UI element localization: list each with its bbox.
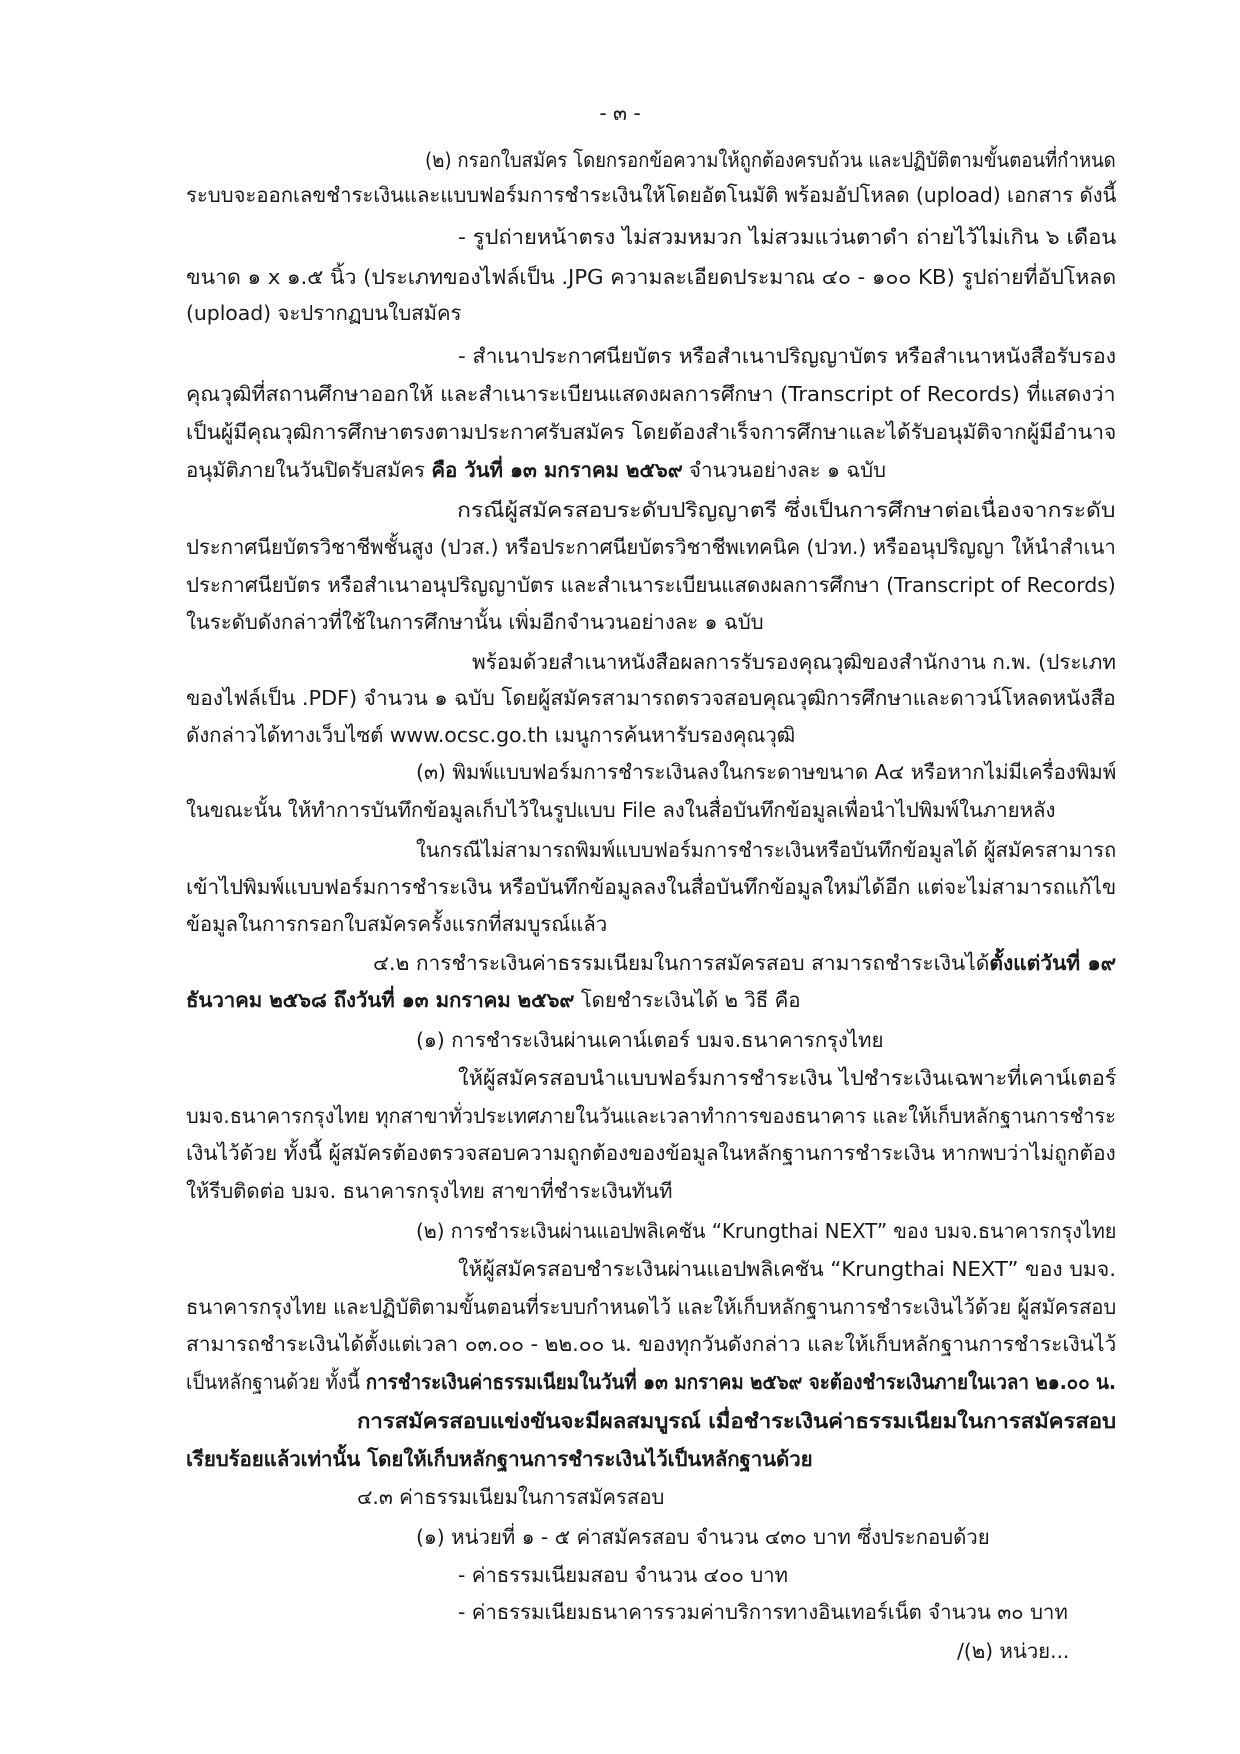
text-segment: ในระดับดังกล่าวที่ใช้ในการศึกษานั้น เพิ่มอีกจำนวนอย่างละ ๑ ฉบับ [186, 610, 764, 634]
text-line [186, 260, 1116, 294]
text-line [458, 339, 1116, 373]
text-segment: (๓) พิมพ์แบบฟอร์มการชำระเงินลงในกระดาษขนาด A๔ หรือหากไม่มีเครื่องพิมพ์ [416, 760, 1117, 784]
text-line [186, 1365, 1116, 1399]
text-line [425, 143, 1116, 177]
text-segment: ประกาศนียบัตร หรือสำเนาอนุปริญญาบัตร และสำเนาระเบียนแสดงผลการศึกษา (Transcript of Records) [186, 573, 1116, 597]
page-number: - ๓ - [599, 101, 641, 125]
bold-text: ธันวาคม ๒๕๖๘ ถึงวันที่ ๑๓ มกราคม ๒๕๖๙ [186, 988, 575, 1012]
text-line [186, 415, 1116, 449]
text-segment: ดังกล่าวได้ทางเว็บไซต์ www.ocsc.go.th เมนูการค้นหารับรองคุณวุฒิ [186, 723, 796, 747]
text-line [186, 296, 461, 330]
text-line [186, 1290, 1116, 1324]
text-segment: เป็นหลักฐานด้วย ทั้งนี้ [186, 1370, 366, 1394]
text-line [373, 946, 1116, 980]
text-line [357, 1404, 1116, 1438]
text-line [186, 983, 800, 1017]
text-segment: จำนวนอย่างละ ๑ ฉบับ [682, 458, 886, 482]
text-line [186, 178, 1116, 212]
text-segment: ในกรณีไม่สามารถพิมพ์แบบฟอร์มการชำระเงินหรือบันทึกข้อมูลได้ ผู้สมัครสามารถ [416, 838, 1117, 862]
text-segment: - รูปถ่ายหน้าตรง ไม่สวมหมวก ไม่สวมแว่นตาดำ ถ่ายไว้ไม่เกิน ๖ เดือน [458, 225, 1117, 249]
text-line [457, 493, 1115, 527]
text-segment: ข้อมูลในการกรอกใบสมัครครั้งแรกที่สมบูรณ์แล้ว [186, 912, 608, 936]
text-segment: ขนาด ๑ x ๑.๕ นิ้ว (ประเภทของไฟล์เป็น .JPG ความละเอียดประมาณ ๔๐ - ๑๐๐ KB) รูปถ่ายที่อัปโหลด [186, 265, 1117, 289]
text-segment: เงินไว้ด้วย ทั้งนี้ ผู้สมัครต้องตรวจสอบความถูกต้องของข้อมูลในหลักฐานการชำระเงิน หากพบว่าไม่ถูกต้อง [186, 1141, 1116, 1165]
text-segment: ๔.๓ ค่าธรรมเนียมในการสมัครสอบ [357, 1485, 665, 1509]
text-line [186, 1099, 1116, 1133]
text-segment: พร้อมด้วยสำเนาหนังสือผลการรับรองคุณวุฒิของสำนักงาน ก.พ. (ประเภท [472, 650, 1116, 674]
text-line [416, 833, 1116, 867]
text-line [186, 1174, 672, 1208]
text-line [957, 1634, 1069, 1668]
text-segment: ในขณะนั้น ให้ทำการบันทึกข้อมูลเก็บไว้ในรูปแบบ File ลงในสื่อบันทึกข้อมูลเพื่อนำไปพิมพ์ในภายหลัง [186, 798, 1056, 822]
text-line [186, 718, 795, 752]
text-segment: - ค่าธรรมเนียมธนาคารรวมค่าบริการทางอินเทอร์เน็ต จำนวน ๓๐ บาท [458, 1600, 1068, 1624]
text-segment: เป็นผู้มีคุณวุฒิการศึกษาตรงตามประกาศรับสมัคร โดยต้องสำเร็จการศึกษาและได้รับอนุมัติจากผู้มีอำนาจ [186, 420, 1117, 444]
text-line [458, 1558, 788, 1592]
text-line [458, 1061, 1116, 1095]
text-line [186, 530, 1116, 564]
text-line [186, 568, 1116, 602]
bold-text: คือ วันที่ ๑๓ มกราคม ๒๕๖๙ [431, 458, 683, 482]
text-segment: กรณีผู้สมัครสอบระดับปริญญาตรี ซึ่งเป็นการศึกษาต่อเนื่องจากระดับ [457, 498, 1116, 522]
text-segment: (๒) การชำระเงินผ่านแอปพลิเคชัน “Krungthai NEXT” ของ บมจ.ธนาคารกรุงไทย [416, 1219, 1117, 1243]
text-line [472, 645, 1116, 679]
text-line [186, 870, 1116, 904]
text-line [458, 1252, 1116, 1286]
text-segment: (upload) จะปรากฏบนใบสมัคร [186, 301, 462, 325]
text-line [186, 793, 1055, 827]
text-line [186, 681, 1116, 715]
text-segment: สามารถชำระเงินได้ตั้งแต่เวลา ๐๓.๐๐ - ๒๒.๐๐ น. ของทุกวันดังกล่าว และให้เก็บหลักฐานการชำระเงินไว้ [186, 1332, 1117, 1356]
text-line [186, 453, 886, 487]
text-segment: คุณวุฒิที่สถานศึกษาออกให้ และสำเนาระเบียนแสดงผลการศึกษา (Transcript of Records) ที่แสดงว่า [186, 382, 1116, 406]
text-segment: ๔.๒ การชำระเงินค่าธรรมเนียมในการสมัครสอบ สามารถชำระเงินได้ [373, 951, 990, 975]
text-line [186, 1442, 813, 1476]
text-line [186, 377, 1115, 411]
text-line [186, 907, 607, 941]
text-line [186, 605, 764, 639]
text-segment: - สำเนาประกาศนียบัตร หรือสำเนาปริญญาบัตร หรือสำเนาหนังสือรับรอง [458, 344, 1117, 368]
text-segment: - ค่าธรรมเนียมสอบ จำนวน ๔๐๐ บาท [458, 1563, 788, 1587]
text-segment: /(๒) หน่วย... [957, 1639, 1070, 1663]
text-line [416, 1214, 1116, 1248]
text-segment: ให้รีบติดต่อ บมจ. ธนาคารกรุงไทย สาขาที่ชำระเงินทันที [186, 1179, 673, 1203]
text-segment: บมจ.ธนาคารกรุงไทย ทุกสาขาทั่วประเทศภายในวันและเวลาทำการของธนาคาร และให้เก็บหลักฐานการชำระ [186, 1104, 1116, 1128]
text-segment: (๑) การชำระเงินผ่านเคาน์เตอร์ บมจ.ธนาคารกรุงไทย [416, 1028, 884, 1052]
text-line [416, 1520, 990, 1554]
text-line [416, 1023, 883, 1057]
text-line [186, 1136, 1116, 1170]
text-line [458, 1595, 1068, 1629]
text-line [416, 755, 1116, 789]
text-segment: ประกาศนียบัตรวิชาชีพชั้นสูง (ปวส.) หรือประกาศนียบัตรวิชาชีพเทคนิค (ปวท.) หรืออนุปริญญา ให้นำสำเนา [186, 535, 1116, 559]
text-segment: โดยชำระเงินได้ ๒ วิธี คือ [574, 988, 801, 1012]
text-segment: ให้ผู้สมัครสอบนำแบบฟอร์มการชำระเงิน ไปชำระเงินเฉพาะที่เคาน์เตอร์ [458, 1066, 1117, 1090]
text-segment: เข้าไปพิมพ์แบบฟอร์มการชำระเงิน หรือบันทึกข้อมูลลงในสื่อบันทึกข้อมูลใหม่ได้อีก แต่จะไม่สามารถแก้ไข [186, 875, 1117, 899]
bold-text: การชำระเงินค่าธรรมเนียมในวันที่ ๑๓ มกราคม ๒๕๖๙ จะต้องชำระเงินภายในเวลา ๒๑.๐๐ น. [365, 1370, 1116, 1394]
text-segment: ธนาคารกรุงไทย และปฏิบัติตามขั้นตอนที่ระบบกำหนดไว้ และให้เก็บหลักฐานการชำระเงินไว้ด้วย ผู้สมัครสอบ [186, 1295, 1117, 1319]
bold-text: ตั้งแต่วันที่ ๑๙ [989, 951, 1116, 975]
bold-text: เรียบร้อยแล้วเท่านั้น โดยให้เก็บหลักฐานการชำระเงินไว้เป็นหลักฐานด้วย [186, 1447, 813, 1471]
text-line [458, 220, 1116, 254]
text-segment: (๒) กรอกใบสมัคร โดยกรอกข้อความให้ถูกต้องครบถ้วน และปฏิบัติตามขั้นตอนที่กำหนด [425, 148, 1116, 172]
text-segment: ระบบจะออกเลขชำระเงินและแบบฟอร์มการชำระเงินให้โดยอัตโนมัติ พร้อมอัปโหลด (upload) เอกสาร ดังนี้ [186, 183, 1117, 207]
text-segment: ให้ผู้สมัครสอบชำระเงินผ่านแอปพลิเคชัน “Krungthai NEXT” ของ บมจ. [458, 1257, 1116, 1281]
text-segment: ของไฟล์เป็น .PDF) จำนวน ๑ ฉบับ โดยผู้สมัครสามารถตรวจสอบคุณวุฒิการศึกษาและดาวน์โหลดหนังสือ [186, 686, 1116, 710]
text-line [186, 1327, 1116, 1361]
text-line [357, 1480, 664, 1514]
text-segment: อนุมัติภายในวันปิดรับสมัคร [186, 458, 432, 482]
bold-text: การสมัครสอบแข่งขันจะมีผลสมบูรณ์ เมื่อชำระเงินค่าธรรมเนียมในการสมัครสอบ [357, 1409, 1117, 1433]
text-segment: (๑) หน่วยที่ ๑ - ๕ ค่าสมัครสอบ จำนวน ๔๓๐ บาท ซึ่งประกอบด้วย [416, 1525, 990, 1549]
